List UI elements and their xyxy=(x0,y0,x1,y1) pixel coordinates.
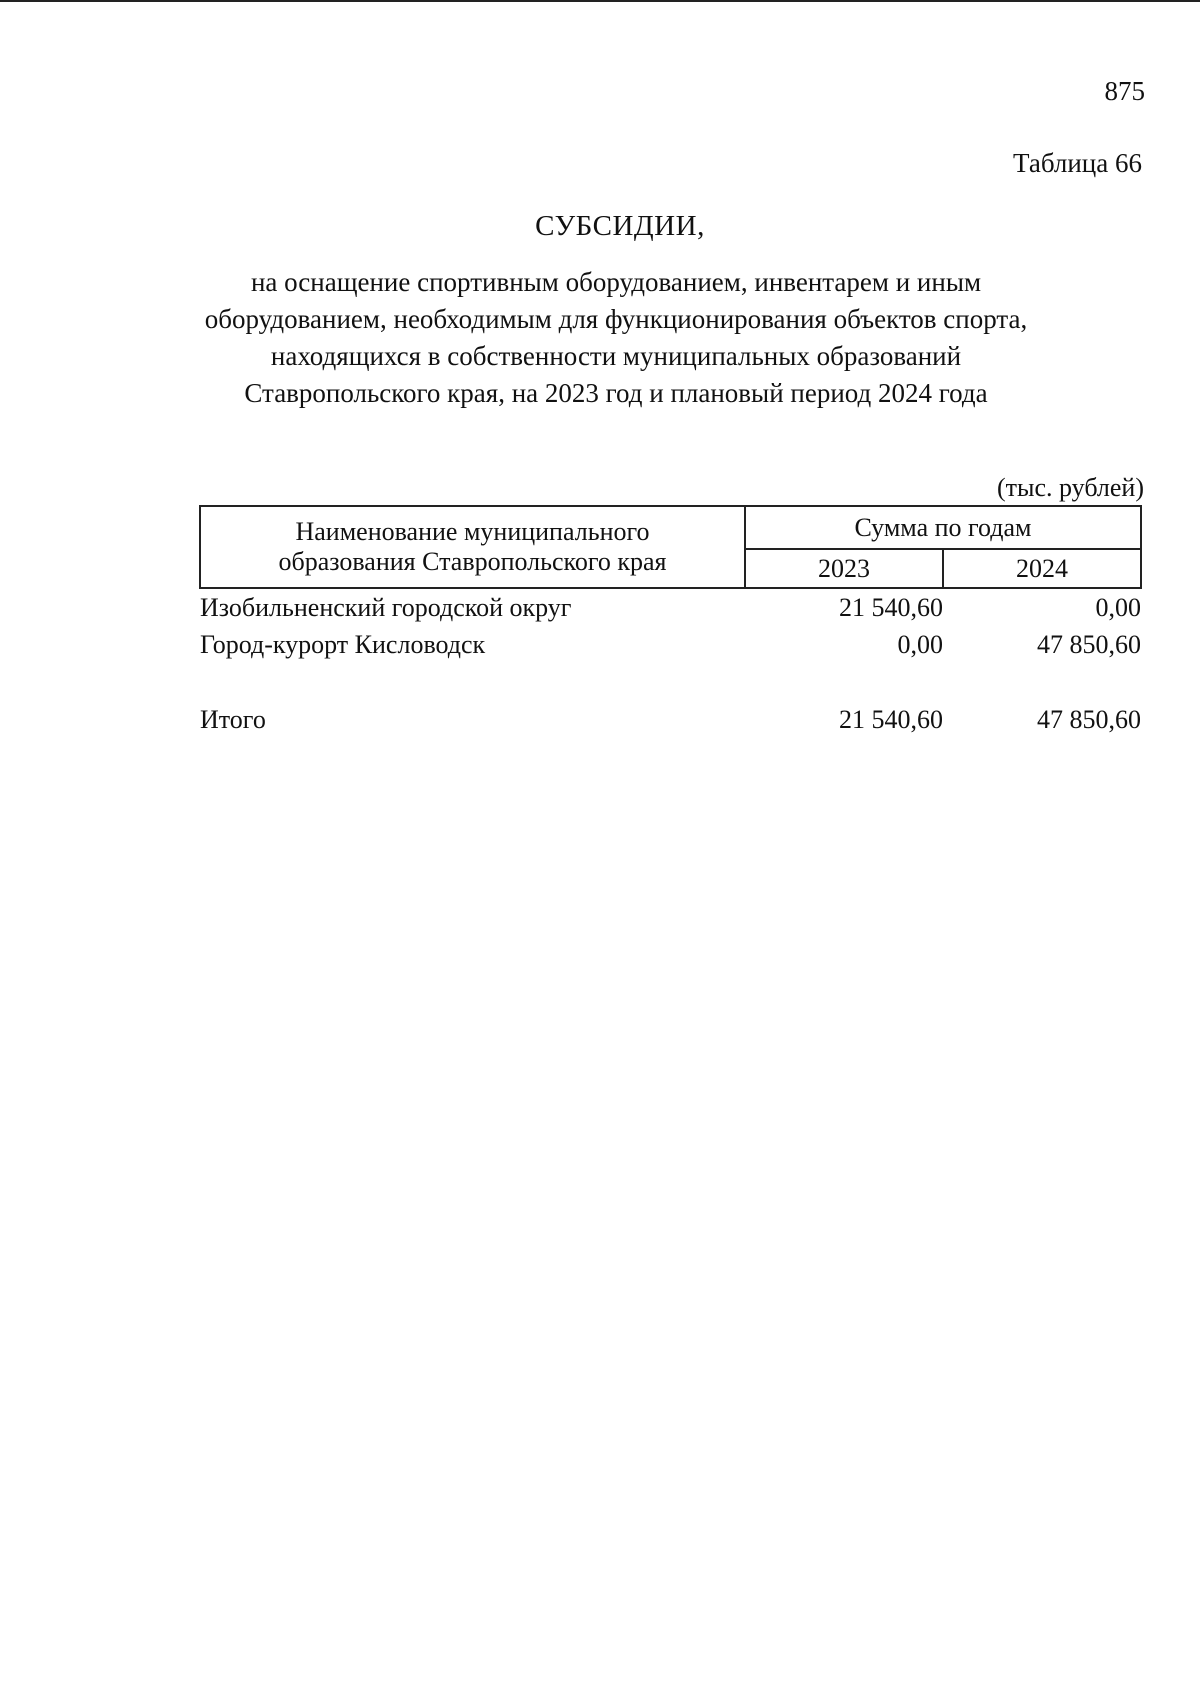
units-label: (тыс. рублей) xyxy=(996,473,1144,502)
top-border-line xyxy=(0,0,1200,2)
row-value-2024: 0,00 xyxy=(1095,593,1141,622)
page-number: 875 xyxy=(1104,76,1145,106)
table-body xyxy=(200,588,1141,738)
table-row xyxy=(200,588,1141,626)
subtitle-line: на оснащение спортивным оборудованием, инвентарем и иным xyxy=(250,267,982,297)
row-municipality: Изобильненский городской округ xyxy=(200,593,572,622)
table-row xyxy=(200,626,1141,663)
spacer-row xyxy=(200,663,1141,701)
header-row xyxy=(200,506,1141,549)
header-municipality-line: образования Ставропольского края xyxy=(278,547,667,576)
subsidy-table xyxy=(199,505,1142,738)
row-value-2023: 0,00 xyxy=(897,630,943,659)
row-municipality: Город-курорт Кисловодск xyxy=(200,630,486,659)
header-year-2023: 2023 xyxy=(745,549,943,588)
subtitle-line: оборудованием, необходимым для функционирования объектов спорта, xyxy=(204,304,1028,334)
total-row xyxy=(200,701,1141,738)
subtitle-line: находящихся в собственности муниципальных образований xyxy=(270,341,962,371)
subtitle-line: Ставропольского края, на 2023 год и плановый период 2024 года xyxy=(244,378,988,408)
header-year-2024: 2024 xyxy=(943,549,1141,588)
row-value-2024: 47 850,60 xyxy=(1037,630,1141,659)
total-label: Итого xyxy=(200,705,266,734)
total-value-2024: 47 850,60 xyxy=(1037,705,1141,734)
table-header xyxy=(200,506,1141,588)
header-sum-by-years: Сумма по годам xyxy=(745,506,1141,549)
header-municipality-line: Наименование муниципального xyxy=(295,517,650,546)
total-value-2023: 21 540,60 xyxy=(839,705,943,734)
table-label: Таблица 66 xyxy=(1013,148,1142,178)
document-title: СУБСИДИИ, xyxy=(535,210,705,242)
document-subtitle xyxy=(196,264,1036,412)
row-value-2023: 21 540,60 xyxy=(839,593,943,622)
header-municipality xyxy=(200,506,745,588)
